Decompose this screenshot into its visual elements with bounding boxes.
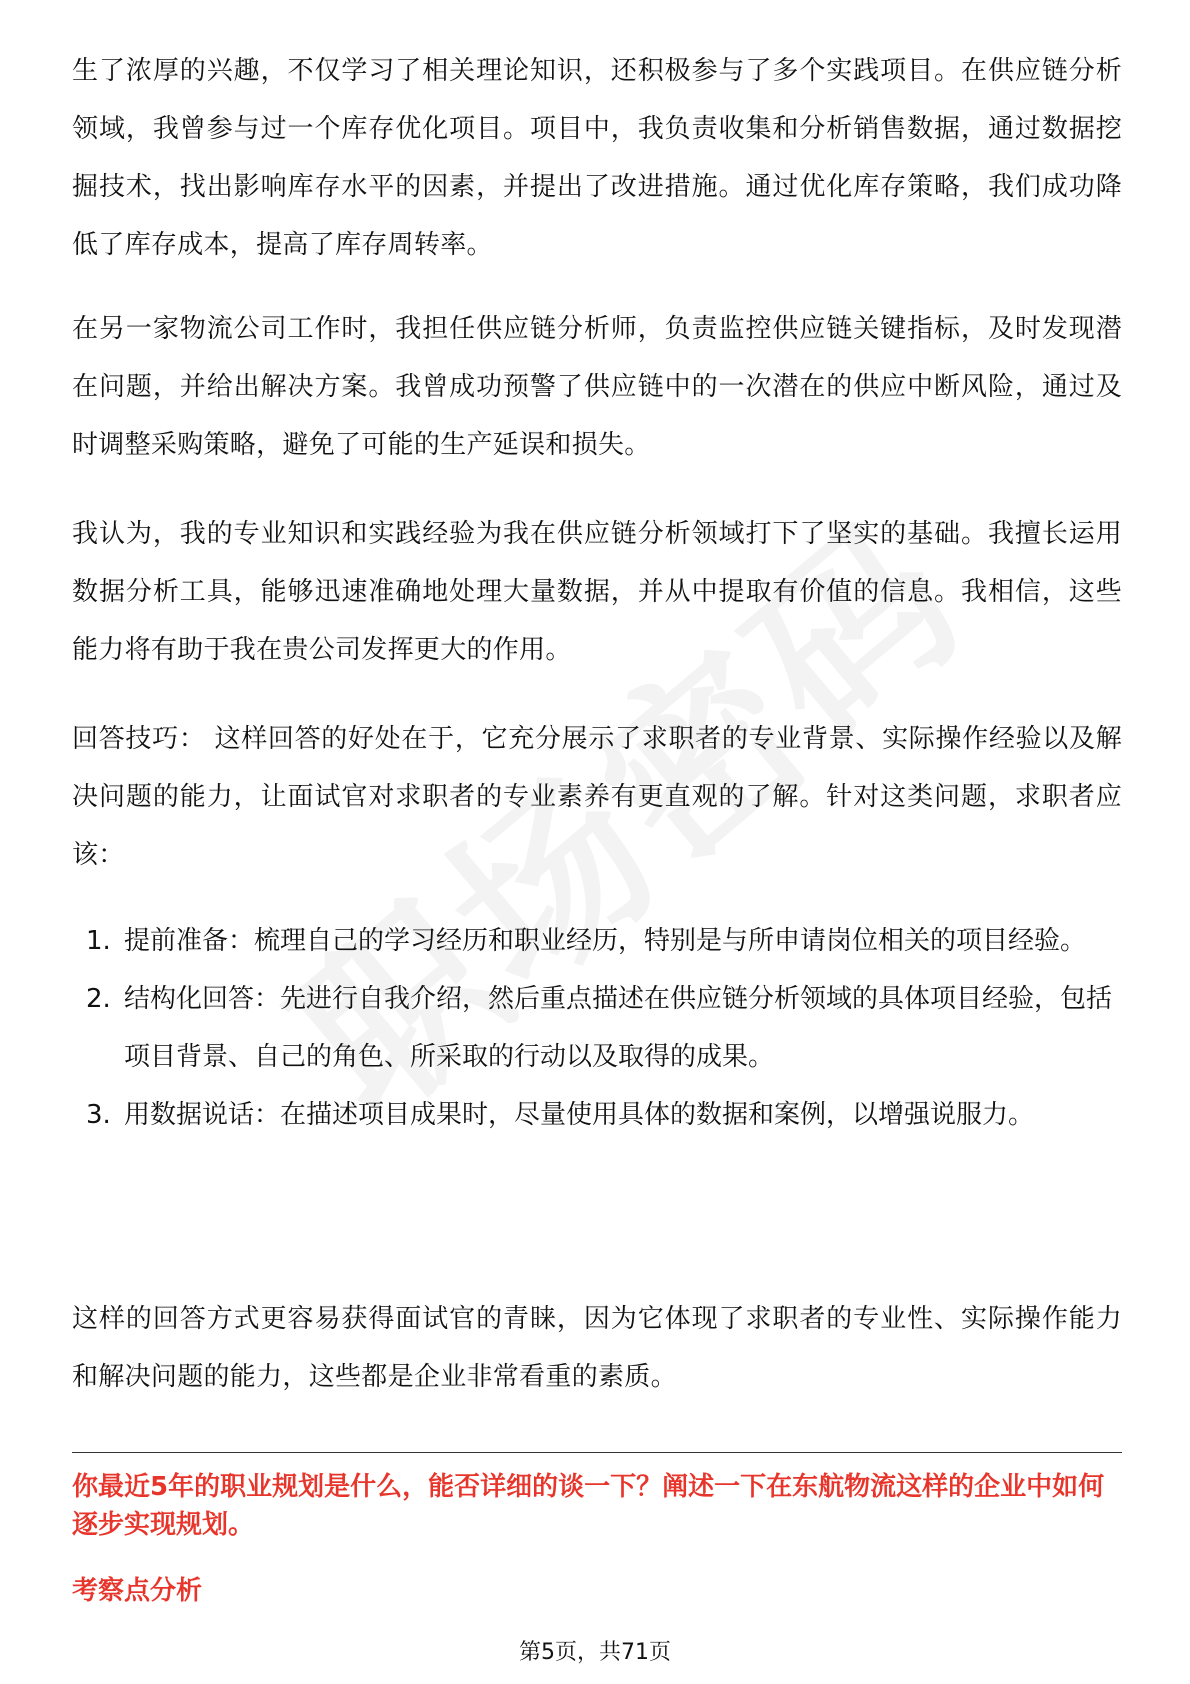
- list-item-number: 3.: [86, 1100, 111, 1130]
- list-item-text: 用数据说话：在描述项目成果时，尽量使用具体的数据和案例，以增强说服力。: [124, 1100, 1035, 1130]
- list-item: [72, 912, 1122, 970]
- interview-question: 你最近5年的职业规划是什么，能否详细的谈一下？阐述一下在东航物流这样的企业中如何逐步实现规划。: [72, 1472, 1105, 1540]
- list-item: [72, 1086, 1122, 1144]
- paragraph-self-assessment: 我认为，我的专业知识和实践经验为我在供应链分析领域打下了坚实的基础。我擅长运用数据分析工具，能够迅速准确地处理大量数据，并从中提取有价值的信息。我相信，这些能力将有助于我在贵公司发挥更大的作用。: [72, 519, 1122, 665]
- tips-list: [72, 912, 1122, 1144]
- section-title: 考察点分析: [72, 1576, 203, 1606]
- paragraph-conclusion: 这样的回答方式更容易获得面试官的青睐，因为它体现了求职者的专业性、实际操作能力和解决问题的能力，这些都是企业非常看重的素质。: [72, 1304, 1122, 1392]
- list-item-number: 2.: [86, 984, 111, 1014]
- list-item-number: 1.: [86, 926, 111, 956]
- list-item-text: 结构化回答：先进行自我介绍，然后重点描述在供应链分析领域的具体项目经验，包括项目背景、自己的角色、所采取的行动以及取得的成果。: [124, 984, 1113, 1072]
- paragraph-answer-tips: 回答技巧： 这样回答的好处在于，它充分展示了求职者的专业背景、实际操作经验以及解决问题的能力，让面试官对求职者的专业素养有更直观的了解。针对这类问题，求职者应该：: [72, 724, 1122, 870]
- page-footer: 第5页，共71页: [519, 1640, 671, 1665]
- list-item: [72, 970, 1122, 1086]
- section-divider: [72, 1452, 1122, 1453]
- paragraph-logistics-work: 在另一家物流公司工作时，我担任供应链分析师，负责监控供应链关键指标，及时发现潜在问题，并给出解决方案。我曾成功预警了供应链中的一次潜在的供应中断风险，通过及时调整采购策略，避免了可能的生产延误和损失。: [72, 314, 1122, 460]
- list-item-text: 提前准备：梳理自己的学习经历和职业经历，特别是与所申请岗位相关的项目经验。: [124, 926, 1087, 956]
- paragraph-project-experience: 生了浓厚的兴趣，不仅学习了相关理论知识，还积极参与了多个实践项目。在供应链分析领域，我曾参与过一个库存优化项目。项目中，我负责收集和分析销售数据，通过数据挖掘技术，找出影响库存水平的因素，并提出了改进措施。通过优化库存策略，我们成功降低了库存成本，提高了库存周转率。: [72, 56, 1122, 260]
